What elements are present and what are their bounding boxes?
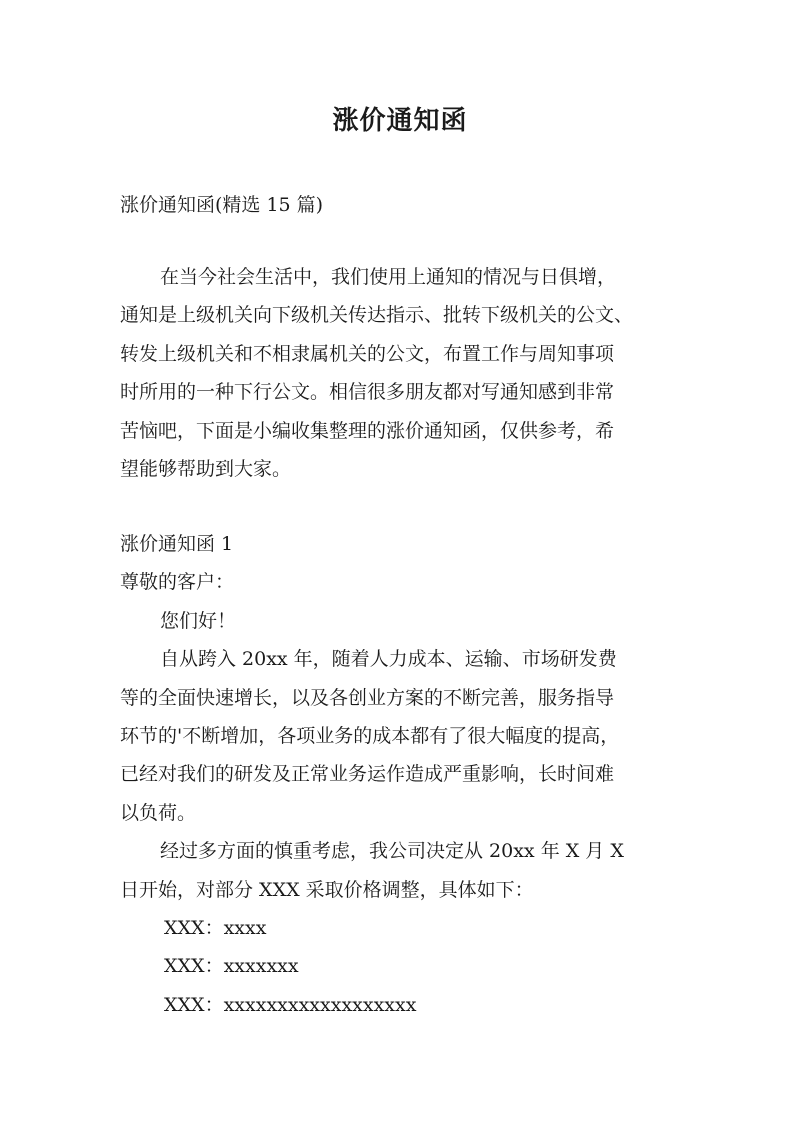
intro-line: 望能够帮助到大家。 (120, 457, 292, 480)
price-list-item: XXX：xxxxxxxxxxxxxxxxxx (164, 993, 417, 1016)
intro-line: 通知是上级机关向下级机关传达指示、批转下级机关的公文、 (120, 304, 634, 327)
letter-line: 环节的'不断增加，各项业务的成本都有了很大幅度的提高， (120, 724, 620, 747)
price-list-item: XXX：xxxxxxx (164, 955, 299, 978)
document-subtitle: 涨价通知函(精选 15 篇) (120, 194, 324, 216)
intro-line: 苦恼吧，下面是小编收集整理的涨价通知函，仅供参考，希 (120, 419, 615, 442)
letter-line: 已经对我们的研发及正常业务运作造成严重影响，长时间难 (120, 763, 615, 786)
letter-greeting: 您们好！ (160, 609, 237, 632)
intro-line: 转发上级机关和不相隶属机关的公文，布置工作与周知事项 (120, 342, 615, 365)
letter-paragraph-2 (120, 832, 700, 909)
intro-paragraph (120, 258, 700, 488)
letter-section (120, 525, 700, 1024)
price-list (120, 909, 700, 1024)
intro-line: 时所用的一种下行公文。相信很多朋友都对写通知感到非常 (120, 381, 615, 404)
letter-paragraph-1 (120, 640, 700, 832)
letter-line: 自从跨入 20xx 年，随着人力成本、运输、市场研发费 (160, 648, 617, 671)
letter-heading: 涨价通知函 1 (120, 533, 234, 555)
letter-salutation: 尊敬的客户： (120, 571, 235, 594)
letter-line: 等的全面快速增长，以及各创业方案的不断完善，服务指导 (120, 686, 615, 709)
document-title: 涨价通知函 (332, 106, 468, 136)
letter-line: 日开始，对部分 XXX 采取价格调整，具体如下： (120, 878, 534, 901)
price-list-item: XXX：xxxx (164, 916, 267, 939)
intro-line: 在当今社会生活中，我们使用上通知的情况与日俱增， (160, 266, 617, 288)
letter-line: 以负荷。 (120, 801, 197, 824)
letter-line: 经过多方面的慎重考虑，我公司决定从 20xx 年 X 月 X (160, 840, 624, 863)
